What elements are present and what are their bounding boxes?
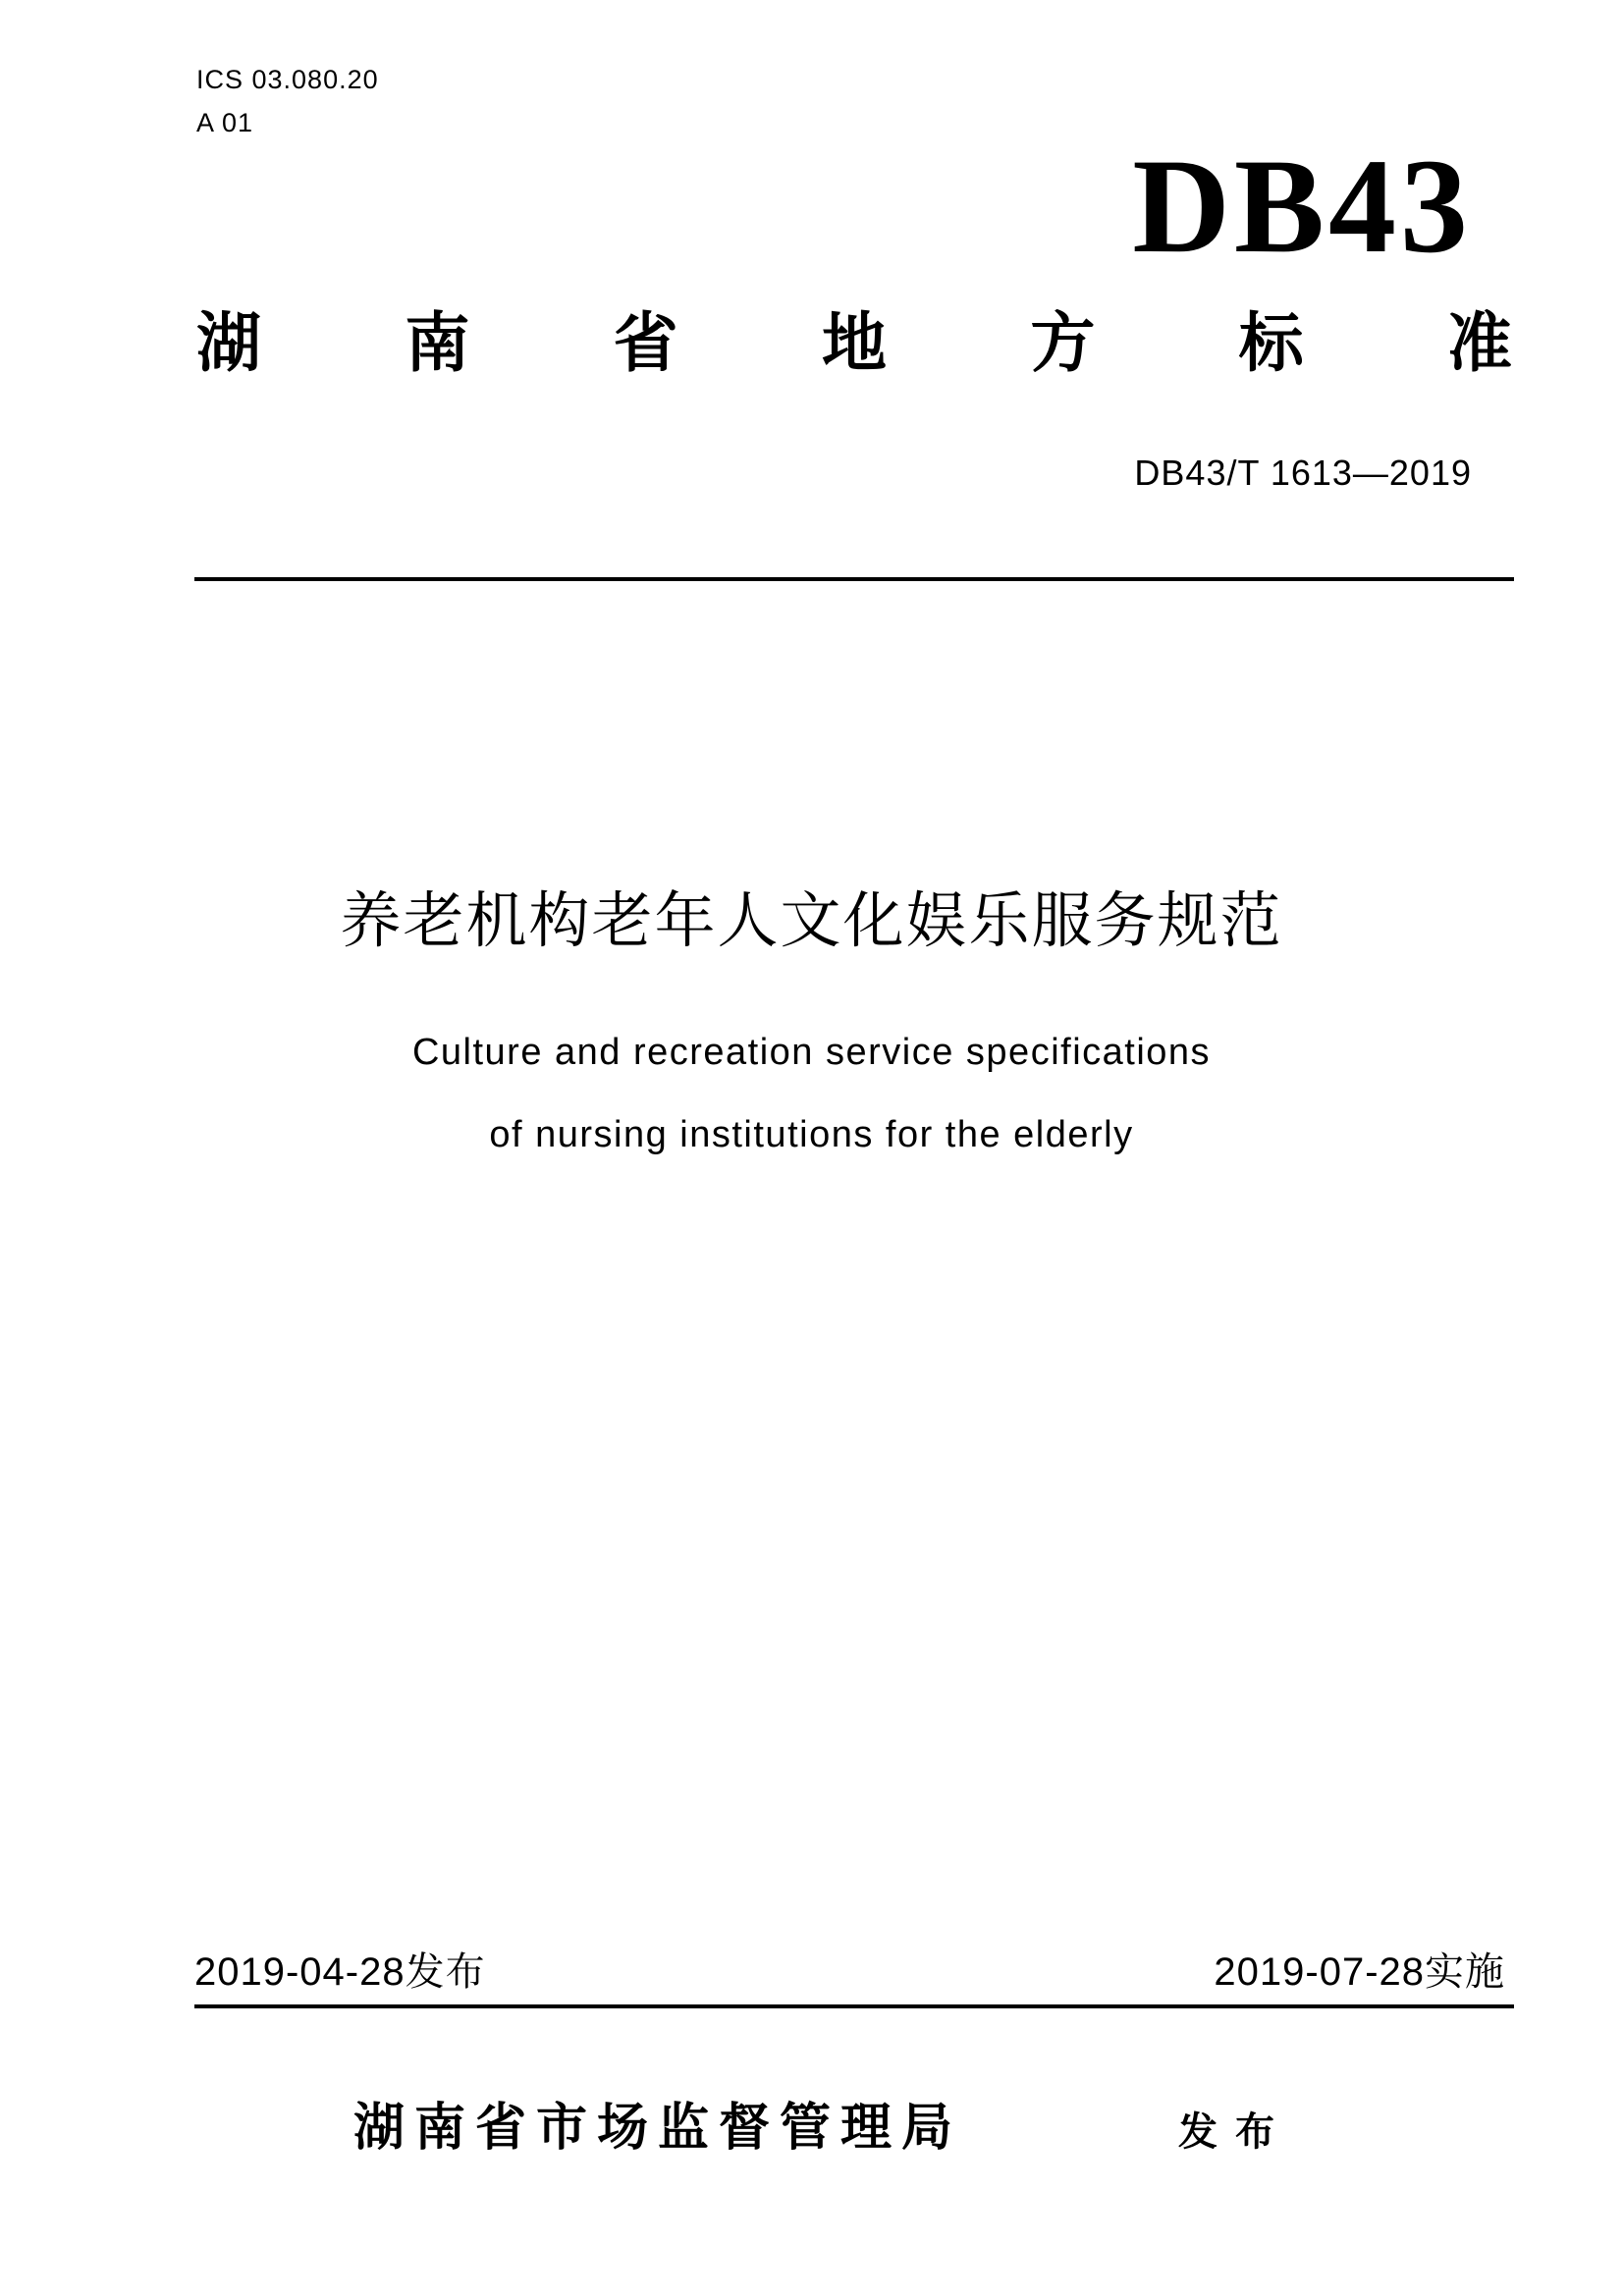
standard-number: DB43/T 1613—2019 — [1134, 453, 1472, 493]
bottom-divider — [194, 2004, 1514, 2008]
top-divider — [194, 577, 1514, 581]
standard-type-char: 地 — [821, 305, 887, 381]
issuer-name: 湖南省市场监督管理局 — [353, 2099, 963, 2158]
classification-code: A 01 — [196, 108, 254, 137]
title-english-line-1: Culture and recreation service specifications — [411, 1032, 1212, 1073]
standard-type-char: 南 — [405, 305, 470, 381]
standard-type-char: 方 — [1030, 305, 1096, 381]
standard-type-char: 标 — [1238, 305, 1304, 381]
standard-type-char: 省 — [613, 305, 678, 381]
implementation-date: 2019-07-28实施 — [1214, 1950, 1505, 1994]
standard-type-char: 准 — [1446, 305, 1512, 381]
issuer-suffix: 发布 — [1178, 2109, 1292, 2155]
title-english-line-2: of nursing institutions for the elderly — [489, 1114, 1134, 1155]
ics-code: ICS 03.080.20 — [196, 65, 379, 94]
title-chinese: 养老机构老年人文化娱乐服务规范 — [340, 884, 1283, 956]
issue-date: 2019-04-28发布 — [194, 1950, 486, 1994]
standard-code-logo: DB43 — [1132, 131, 1472, 281]
standard-type-char: 湖 — [196, 305, 261, 381]
standard-type — [196, 304, 1512, 383]
